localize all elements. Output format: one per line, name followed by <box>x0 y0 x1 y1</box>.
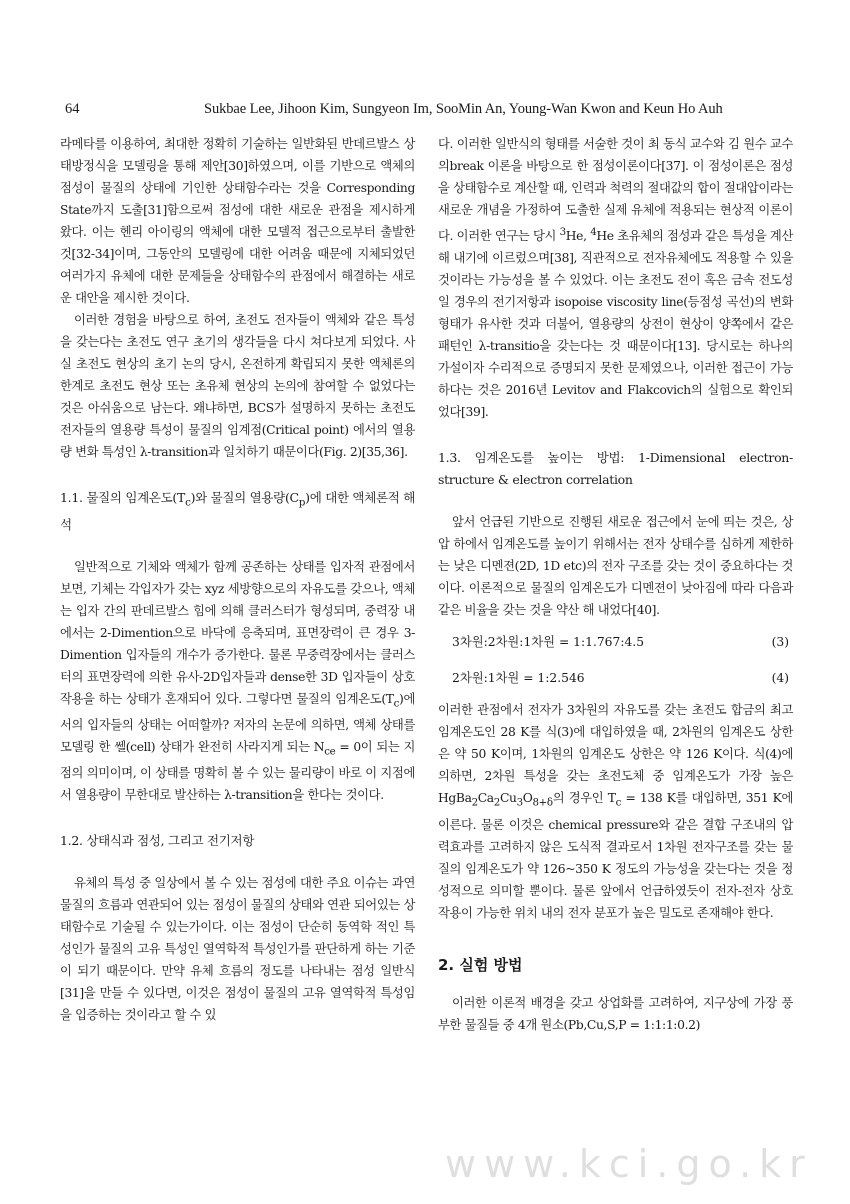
subsection-1-2-heading: 1.2. 상태식과 점성, 그리고 전기저항 <box>60 833 255 849</box>
paragraph-eyring-model: 라메타를 이용하여, 최대한 정확히 기술하는 일반화된 반데르발스 상태방정식을 모델링을 통해 제안[30]하였으며, 이를 기반으로 액체의 점성이 물질의 상태에 기인한 상태함수라는 것을 Corresponding State까지 도출[31]함으로써 점성에 대한 새로운 관점을 제시하게 왔다. 이는 헨리 아이링의 액체에 대한 모델적 접근으로부터 출발한 것[32-34]이며, 그동안의 모델링에 대한 어려움 때문에 지체되었던 여러가지 유체에 대한 문제들을 상태함수의 관점에서 해결하는 새로운 대안을 제시한 것이다. <box>60 137 415 305</box>
section-2-heading: 2. 실험 방법 <box>438 955 523 974</box>
page-number: 64 <box>65 101 80 117</box>
paragraph-low-dimension: 앞서 언급된 기반으로 진행된 새로운 접근에서 눈에 띄는 것은, 상압 하에서 임계온도를 높이기 위해서는 전자 상태수를 심하게 제한하는 낮은 디멘젼(2D, 1D etc)의 전자 구조를 갖는 것이 중요하다는 것이다. 이론적으로 물질의 임계온도가 디멘젼이 낮아짐에 따라 다음과 같은 비율을 갖는 것을 약산 해 내었다[40]. <box>438 515 793 618</box>
paragraph-critical-estimates: 이러한 관점에서 전자가 3차원의 자유도를 갖는 초전도 합금의 최고 임계온도인 28 K를 식(3)에 대입하였을 때, 2차원의 임계온도 상한은 약 50 K이며, 1차원의 임계온도 상한은 약 126 K이다. 식(4)에 의하면, 2차원 특성을 갖는 초전도체 중 임계온도가 가장 높은 $HgBa_2Ca_2Cu_3O_{8+\delta}$의 경우인 $T_c = 138$ K를 대입하면, 351 K에 이른다. 물론 이것은 chemical pressure와 같은 결합 구조내의 압력효과를 고려하지 않은 도식적 결과로서 1차원 전자구조를 갖는 물질의 임계온도가 약 126~350 K 정도의 가능성을 갖는다는 것을 정성적으로 의미할 뿐이다. 물론 앞에서 언급하였듯이 전자-전자 상호작용이 가능한 위치 내의 전자 분포가 높은 밀도로 존재해야 한다. <box>438 703 793 920</box>
paragraph-viscosity: 유체의 특성 중 일상에서 볼 수 있는 점성에 대한 주요 이슈는 과연 물질의 흐름과 연관되어 있는 점성이 물질의 상태와 연관 되어있는 상태함수로 기술될 수 있는가이다. 이는 점성이 단순히 동역학 적인 특성인가 물질의 고유 특성인 열역학적 특성인가를 판단하게 하는 기준이 되기 때문이다. 만약 유체 흐름의 정도를 나타내는 점성 일반식[31]을 만들 수 있다면, 이것은 점성이 물질의 고유 열역학적 특성임을 입증하는 것이라고 할 수 있 <box>60 876 415 1023</box>
paragraph-critical-temperature: 일반적으로 기체와 액체가 함께 공존하는 상태를 입자적 관점에서 보면, 기체는 각입자가 갖는 xyz 세방향으로의 자유도를 갖으나, 액체는 입자 간의 판데르발스 힘에 의해 클러스터가 형성되며, 중력장 내에서는 2-Dimention으로 바닥에 응축되며, 표면장력이 큰 경우 3-Dimention 입자들의 개수가 증가한다. 물론 무중력장에서는 클러스터의 표면장력에 의한 유사-2D입자들과 dense한 3D 입자들이 상호작용을 하는 상태가 혼재되어 있다. 그렇다면 물질의 임계온도$(T_c)$에서의 입자들의 상태는 어떠할까? 저자의 논문에 의하면, 액체 상태를 모델링 한 쎌(cell) 상태가 완전히 사라지게 되는 $N_{ce} = 0$이 되는 지점의 의미이며, 이 상태를 명확히 볼 수 있는 물리량이 바로 이 지점에서 열용량이 무한대로 발산하는 λ-transition을 한다는 것이다. <box>60 559 415 803</box>
running-authors: Sukbae Lee, Jihoon Kim, Sungyeon Im, SooMin An, Young-Wan Kwon and Keun Ho Auh <box>204 101 723 117</box>
equation-3: 3차원:2차원:1차원 = 1:1.767:4.5 (3) <box>452 635 789 650</box>
paragraph-experimental: 이러한 이론적 배경을 갖고 상업화를 고려하여, 지구상에 가장 풍부한 물질들 중 4개 원소(Pb,Cu,S,P = 1:1:1:0.2) <box>438 995 793 1032</box>
paragraph-viscosity-theory: 다. 이러한 일반식의 형태를 서술한 것이 최 동식 교수와 김 원수 교수의break 이론을 바탕으로 한 점성이론이다[37]. 이 점성이론은 점성을 상태함수로 계산할 때, 인력과 척력의 절대값의 합이 절대압이라는 새로운 개념을 가정하여 도출한 실제 유체에 적용되는 현상적 이론이다. 이러한 연구는 당시 $^3$He, $^4$He 초유체의 점성과 같은 특성을 계산해 내기에 이르렀으며[38], 직관적으로 전자유체에도 적용할 수 있을 것이라는 가능성을 볼 수 있었다. 이는 초전도 전이 혹은 금속 전도성일 경우의 전기저항과 isopoise viscosity line(등점성 곡선)의 변화 형태가 유사한 것과 더불어, 열용량의 상전이 현상이 양쪽에서 같은 패턴인 λ-transitio을 갖는다는 것 때문이다[13]. 당시로는 하나의 가설이자 수리적으로 증명되지 못한 문제였으나, 이러한 접근이 가능하다는 것은 2016년 Levitov and Flakcovich의 실험으로 확인되었다[39]. <box>438 137 793 420</box>
equation-4: 2차원:1차원 = 1:2.546 (4) <box>452 671 789 686</box>
left-column <box>60 133 415 1026</box>
right-column <box>438 133 793 1036</box>
page-header <box>0 101 850 121</box>
paragraph-lambda-transition: 이러한 경험을 바탕으로 하여, 초전도 전자들이 액체와 같은 특성을 갖는다는 초전도 연구 초기의 생각들을 다시 쳐다보게 되었다. 사실 초전도 현상의 초기 논의 당시, 온전하게 확립되지 못한 액체론의 한계로 초전도 현상 또는 초유체 현상의 논의에 참여할 수 없었다는 것은 아쉬움으로 남는다. 왜냐하면, BCS가 설명하지 못하는 초전도 전자들의 열용량 특성이 물질의 임계점(Critical point) 에서의 열용량 변화 특성인 λ-transition과 일치하기 때문이다(Fig. 2)[35,36]. <box>60 313 415 459</box>
kci-watermark: www.kci.go.kr <box>445 1142 813 1186</box>
subsection-1-3-heading: 1.3. 임계온도를 높이는 방법: 1-Dimensional electron-structure & electron correlation <box>438 450 793 488</box>
subsection-1-1-heading: 1.1. 물질의 임계온도$(T_c)$와 물질의 열용량$(C_p)$에 대한 액체론적 해석 <box>60 490 415 532</box>
